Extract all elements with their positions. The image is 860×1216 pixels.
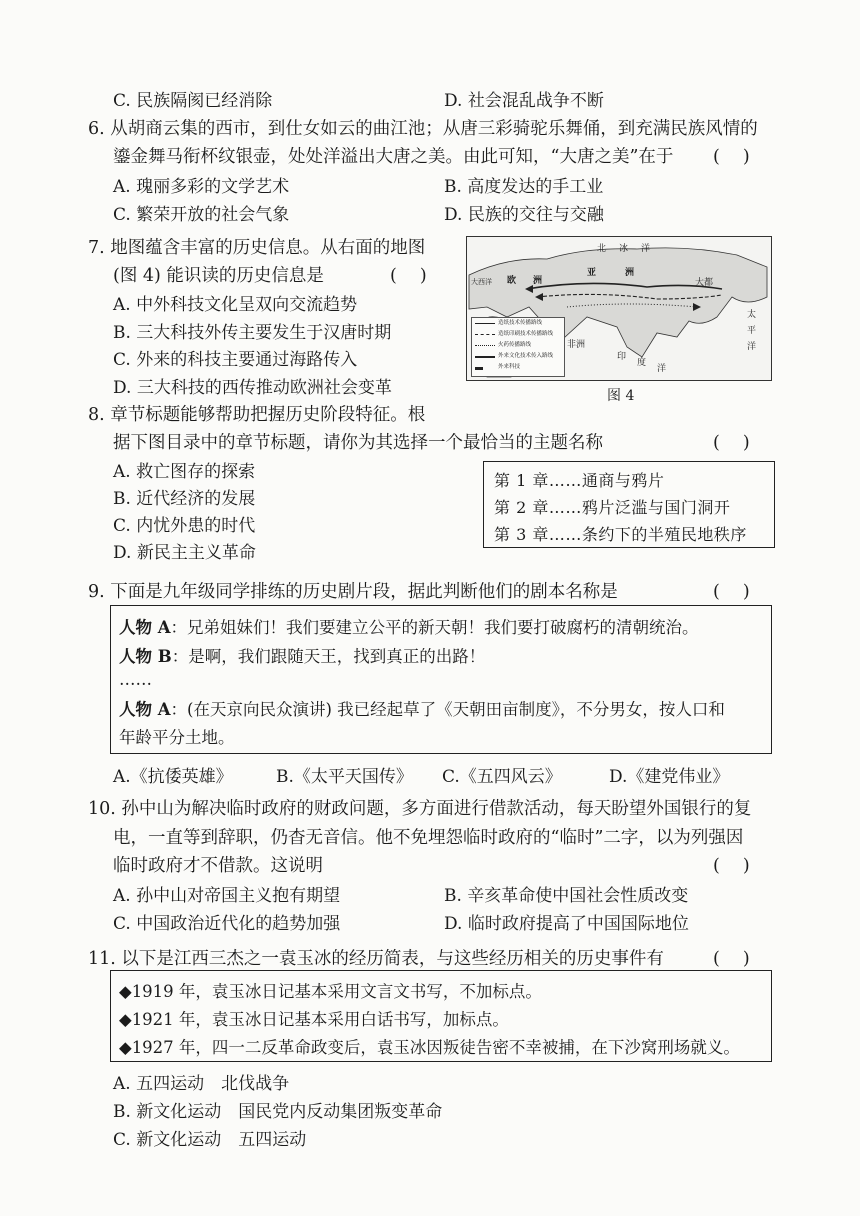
q6-stem-line2: 鎏金舞马衔杯纹银壶，处处洋溢出大唐之美。由此可知，“大唐之美”在于: [113, 147, 674, 167]
legend-item: 火药传播路线: [472, 340, 564, 351]
q5-option-d[interactable]: D. 社会混乱战争不断: [444, 91, 604, 111]
q10-option-b[interactable]: B. 辛亥革命使中国社会性质改变: [444, 886, 689, 906]
q7-stem-line2: (图 4) 能识读的历史信息是: [113, 266, 324, 286]
chapter-2: 第 2 章……鸦片泛滥与国门洞开: [494, 498, 731, 517]
map-label-yin: 印: [617, 352, 627, 362]
q6-stem-line1: 6. 从胡商云集的西市，到仕女如云的曲江池；从唐三彩骑驼乐舞俑，到充满民族风情的: [88, 119, 758, 139]
q6-option-c[interactable]: C. 繁荣开放的社会气象: [113, 205, 290, 225]
q10-option-d[interactable]: D. 临时政府提高了中国国际地位: [444, 914, 689, 934]
map-label-ping: 平: [747, 326, 757, 336]
timeline-item-1921: ◆1921 年，袁玉冰日记基本采用白话书写，加标点。: [119, 1010, 509, 1029]
map-label-feizhou: 非洲: [567, 340, 586, 350]
map-label-bei: 北: [597, 244, 607, 254]
q9-option-a[interactable]: A.《抗倭英雄》: [113, 767, 233, 787]
q9-option-d[interactable]: D.《建党伟业》: [609, 767, 730, 787]
q5-option-c[interactable]: C. 民族隔阂已经消除: [113, 91, 273, 111]
timeline-item-1927: ◆1927 年，四一二反革命政变后，袁玉冰因叛徒告密不幸被捕，在下沙窝刑场就义。: [119, 1038, 740, 1057]
q10-answer-bracket[interactable]: ( ): [713, 856, 750, 876]
map-label-yang3: 洋: [657, 364, 667, 374]
chapter-3: 第 3 章……条约下的半殖民地秩序: [494, 525, 747, 544]
map-label-tai: 太: [747, 310, 757, 320]
q6-answer-bracket[interactable]: ( ): [713, 147, 750, 167]
chapter-1: 第 1 章……通商与鸦片: [494, 471, 665, 490]
script-line-a2: 人物 A：(在天京向民众演讲) 我已经起草了《天朝田亩制度》，不分男女，按人口和: [119, 700, 725, 719]
q8-option-a[interactable]: A. 救亡图存的探索: [113, 462, 256, 482]
q8-option-d[interactable]: D. 新民主主义革命: [113, 543, 256, 563]
script-line-b: 人物 B：是啊，我们跟随天王，找到真正的出路！: [119, 647, 486, 666]
q10-option-c[interactable]: C. 中国政治近代化的趋势加强: [113, 914, 341, 934]
q11-answer-bracket[interactable]: ( ): [713, 949, 750, 969]
legend-item: 造纸技术传播路线: [472, 318, 564, 329]
q7-answer-bracket[interactable]: ( ): [390, 266, 427, 286]
map-label-zhou1: 洲: [533, 276, 543, 286]
q10-option-a[interactable]: A. 孙中山对帝国主义抱有期望: [113, 886, 341, 906]
q11-option-b[interactable]: B. 新文化运动 国民党内反动集团叛变革命: [113, 1102, 443, 1122]
figure-4-map: [466, 236, 772, 381]
q9-answer-bracket[interactable]: ( ): [713, 582, 750, 602]
figure-4-caption: 图 4: [607, 388, 635, 404]
q7-option-b[interactable]: B. 三大科技外传主要发生于汉唐时期: [113, 323, 392, 343]
map-label-dadu: 大都: [695, 278, 714, 288]
q8-answer-bracket[interactable]: ( ): [713, 433, 750, 453]
q8-option-c[interactable]: C. 内忧外患的时代: [113, 516, 256, 536]
q6-option-d[interactable]: D. 民族的交往与交融: [444, 205, 604, 225]
script-ellipsis: ……: [119, 670, 152, 689]
timeline-item-1919: ◆1919 年，袁玉冰日记基本采用文言文书写，不加标点。: [119, 982, 542, 1001]
q9-stem: 9. 下面是九年级同学排练的历史剧片段，据此判断他们的剧本名称是: [88, 582, 618, 602]
legend-item: 外来科技: [472, 362, 564, 373]
q9-script-box: [110, 605, 772, 754]
script-line-a1: 人物 A：兄弟姐妹们！我们要建立公平的新天朝！我们要打破腐朽的清朝统治。: [119, 618, 699, 637]
q7-option-d[interactable]: D. 三大科技的西传推动欧洲社会变革: [113, 378, 392, 398]
q11-option-a[interactable]: A. 五四运动 北伐战争: [113, 1074, 290, 1094]
q6-option-a[interactable]: A. 瑰丽多彩的文学艺术: [113, 177, 290, 197]
q7-option-a[interactable]: A. 中外科技文化呈双向交流趋势: [113, 295, 358, 315]
script-line-a2-cont: 年龄平分土地。: [119, 728, 235, 747]
q11-stem: 11. 以下是江西三杰之一袁玉冰的经历简表，与这些经历相关的历史事件有: [88, 949, 664, 969]
q11-timeline-box: [110, 970, 772, 1062]
q10-stem-line2: 电，一直等到辞职，仍杳无音信。他不免埋怨临时政府的“临时”二字，以为列强因: [113, 828, 744, 848]
q8-option-b[interactable]: B. 近代经济的发展: [113, 489, 256, 509]
q8-stem-line1: 8. 章节标题能够帮助把握历史阶段特征。根: [88, 405, 426, 425]
q6-option-b[interactable]: B. 高度发达的手工业: [444, 177, 604, 197]
q7-stem-line1: 7. 地图蕴含丰富的历史信息。从右面的地图: [88, 238, 426, 258]
legend-item: 外来文化技术传入路线: [472, 351, 564, 362]
q9-option-c[interactable]: C.《五四风云》: [442, 767, 562, 787]
map-label-bing: 冰: [619, 244, 629, 254]
map-label-ou: 欧: [507, 276, 517, 286]
q9-option-b[interactable]: B.《太平天国传》: [276, 767, 413, 787]
map-label-du: 度: [637, 358, 647, 368]
q10-stem-line3: 临时政府才不借款。这说明: [113, 856, 323, 876]
legend-item: 造纸印刷技术传播路线: [472, 329, 564, 340]
map-legend: [471, 317, 565, 377]
map-label-ya: 亚: [587, 268, 597, 278]
map-label-atlantic: 大西洋: [471, 278, 492, 286]
map-label-yang2: 洋: [747, 342, 757, 352]
q8-contents-box: [483, 461, 775, 548]
q7-option-c[interactable]: C. 外来的科技主要通过海路传入: [113, 350, 358, 370]
map-label-zhou2: 洲: [625, 268, 635, 278]
q8-stem-line2: 据下图目录中的章节标题，请你为其选择一个最恰当的主题名称: [113, 433, 603, 453]
q11-option-c[interactable]: C. 新文化运动 五四运动: [113, 1130, 307, 1150]
map-label-yang: 洋: [641, 244, 651, 254]
q10-stem-line1: 10. 孙中山为解决临时政府的财政问题，多方面进行借款活动，每天盼望外国银行的复: [88, 799, 752, 819]
